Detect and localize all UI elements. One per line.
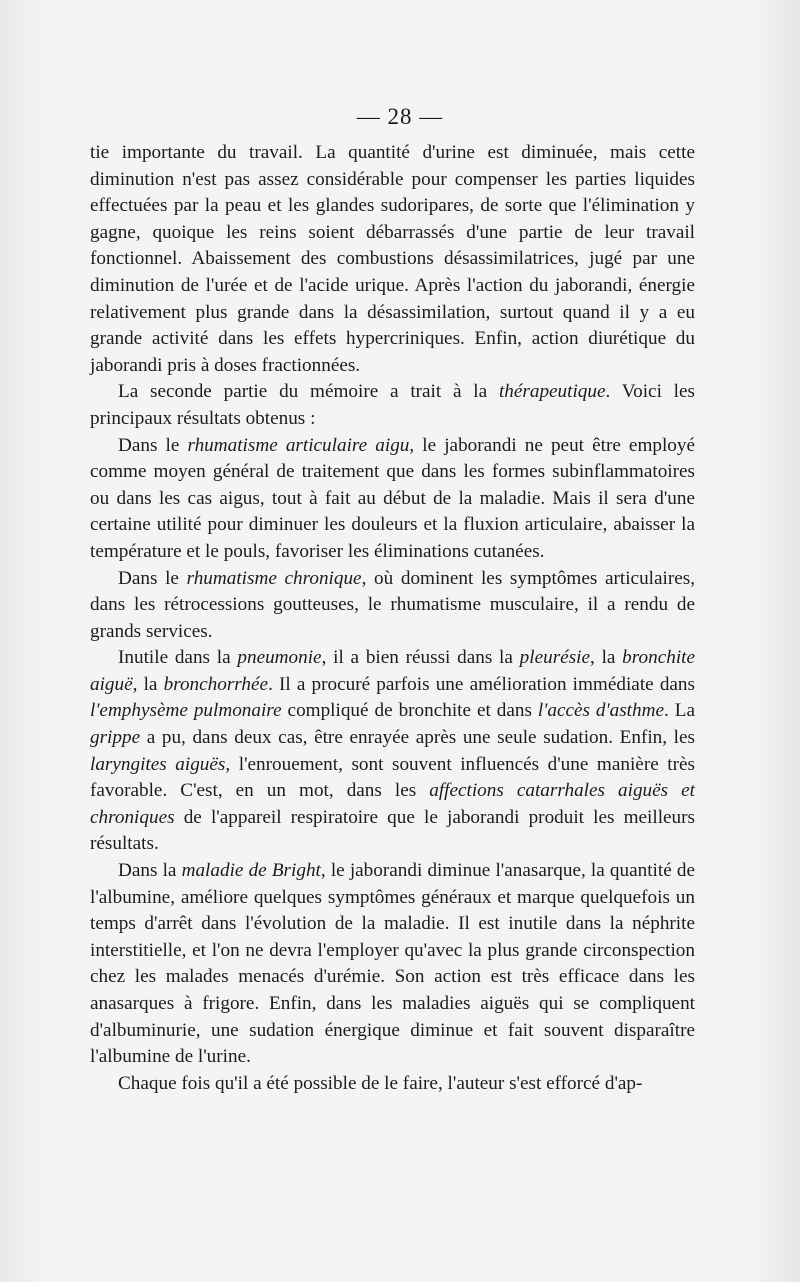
paragraph-p1 (90, 140, 695, 379)
text-run: , il a bien réussi dans la (321, 647, 520, 669)
text-run: , la (590, 647, 623, 669)
text-run: Dans le (118, 567, 187, 589)
text-run: . Il a procuré parfois une amélioration immédiate dans (268, 673, 695, 695)
text-run: Inutile dans la (118, 647, 238, 669)
italic-term: thérapeutique (498, 381, 606, 403)
italic-term: l'emphysème pulmonaire (90, 700, 282, 722)
text-run: , le jaborandi diminue l'anasarque, la quantité de l'albumine, améliore quelques symptômes généraux et marque quelquefois un temps d'arrêt dans l'évolution de la maladie. Il est inutile dans la néphrite interstitielle, et l'on ne devra l'employer qu'avec la plus grande circonspection chez les malades menacés d'urémie. Son action est très efficace dans les anasarques à frigore. Enfin, dans les maladies aiguës qui se compliquent d'albuminurie, une sudation énergique diminue et fait souvent disparaître l'albumine de l'urine. (90, 860, 695, 1068)
text-run: , l'enrouement, sont souvent influencés d'une manière très favorable. C'est, en un mot, dans les (90, 753, 695, 802)
text-run: compliqué de bronchite et dans (281, 700, 538, 722)
text-run: , le jaborandi ne peut être employé comme moyen général de traitement que dans les formes subinflammatoires ou dans les cas aigus, tout à fait au début de la maladie. Mais il sera d'une certaine utilité pour diminuer les douleurs et la fluxion articulaire, abaisser la température et le pouls, favoriser les éliminations cutanées. (90, 434, 696, 562)
paragraph-p3 (90, 433, 695, 566)
text-run: . Voici les principaux résultats obtenus : (90, 381, 696, 429)
text-run: tie importante du travail. La quantité d'urine est diminuée, mais cette diminution n'est pas assez considérable pour compenser les parties liquides effectuées par la peau et les glandes sudoripares, de sorte que l'élimination y gagne, quoique les reins soient débarrassés d'une partie de leur travail fonctionnel. Abaissement des combustions désassimilatrices, jugé par une diminution de l'urée et de l'acide urique. Après l'action du jaborandi, énergie relativement plus grande dans la désassimilation, surtout quand il y a eu grande activité dans les effets hypercriniques. Enfin, action diurétique du jaborandi pris à doses fractionnées. (90, 142, 695, 376)
italic-term: affections catarrhales aiguës et chroniques (90, 780, 695, 828)
text-run: Dans la (118, 860, 182, 882)
italic-term: l'accès d'asthme (537, 700, 664, 722)
italic-term: bronchorrhée (163, 673, 269, 695)
text-run: . La (663, 700, 695, 722)
text-run: de l'appareil respiratoire que le jaborandi produit les meilleurs résultats. (90, 806, 695, 855)
page-number: — 28 — (356, 104, 444, 129)
text-run: La seconde partie du mémoire a trait à la (118, 381, 499, 403)
italic-term: rhumatisme chronique (186, 567, 362, 589)
text-run: Chaque fois qu'il a été possible de le faire, l'auteur s'est efforcé d'ap- (118, 1072, 643, 1094)
paragraph-p6 (90, 858, 695, 1071)
text-run: a pu, dans deux cas, être enrayée après une seule sudation. Enfin, les (140, 727, 695, 749)
italic-term: laryngites aiguës (90, 753, 226, 775)
italic-term: pneumonie (237, 647, 322, 669)
italic-term: grippe (90, 727, 141, 749)
text-run: , où dominent les symptômes articulaires, dans les rétrocessions goutteuses, le rhumatisme musculaire, il a rendu de grands services. (90, 567, 696, 642)
body-text (90, 140, 695, 1097)
italic-term: maladie de Bright (181, 860, 321, 882)
paragraph-p5 (90, 645, 695, 858)
paragraph-p7 (90, 1071, 695, 1098)
text-run: Dans le (118, 434, 188, 456)
italic-term: pleurésie (519, 647, 591, 669)
italic-term: rhumatisme articulaire aigu (187, 434, 410, 456)
italic-term: bronchite aiguë (90, 647, 695, 695)
text-run: , la (132, 673, 164, 695)
paragraph-p2 (90, 379, 695, 432)
paragraph-p4 (90, 566, 695, 646)
